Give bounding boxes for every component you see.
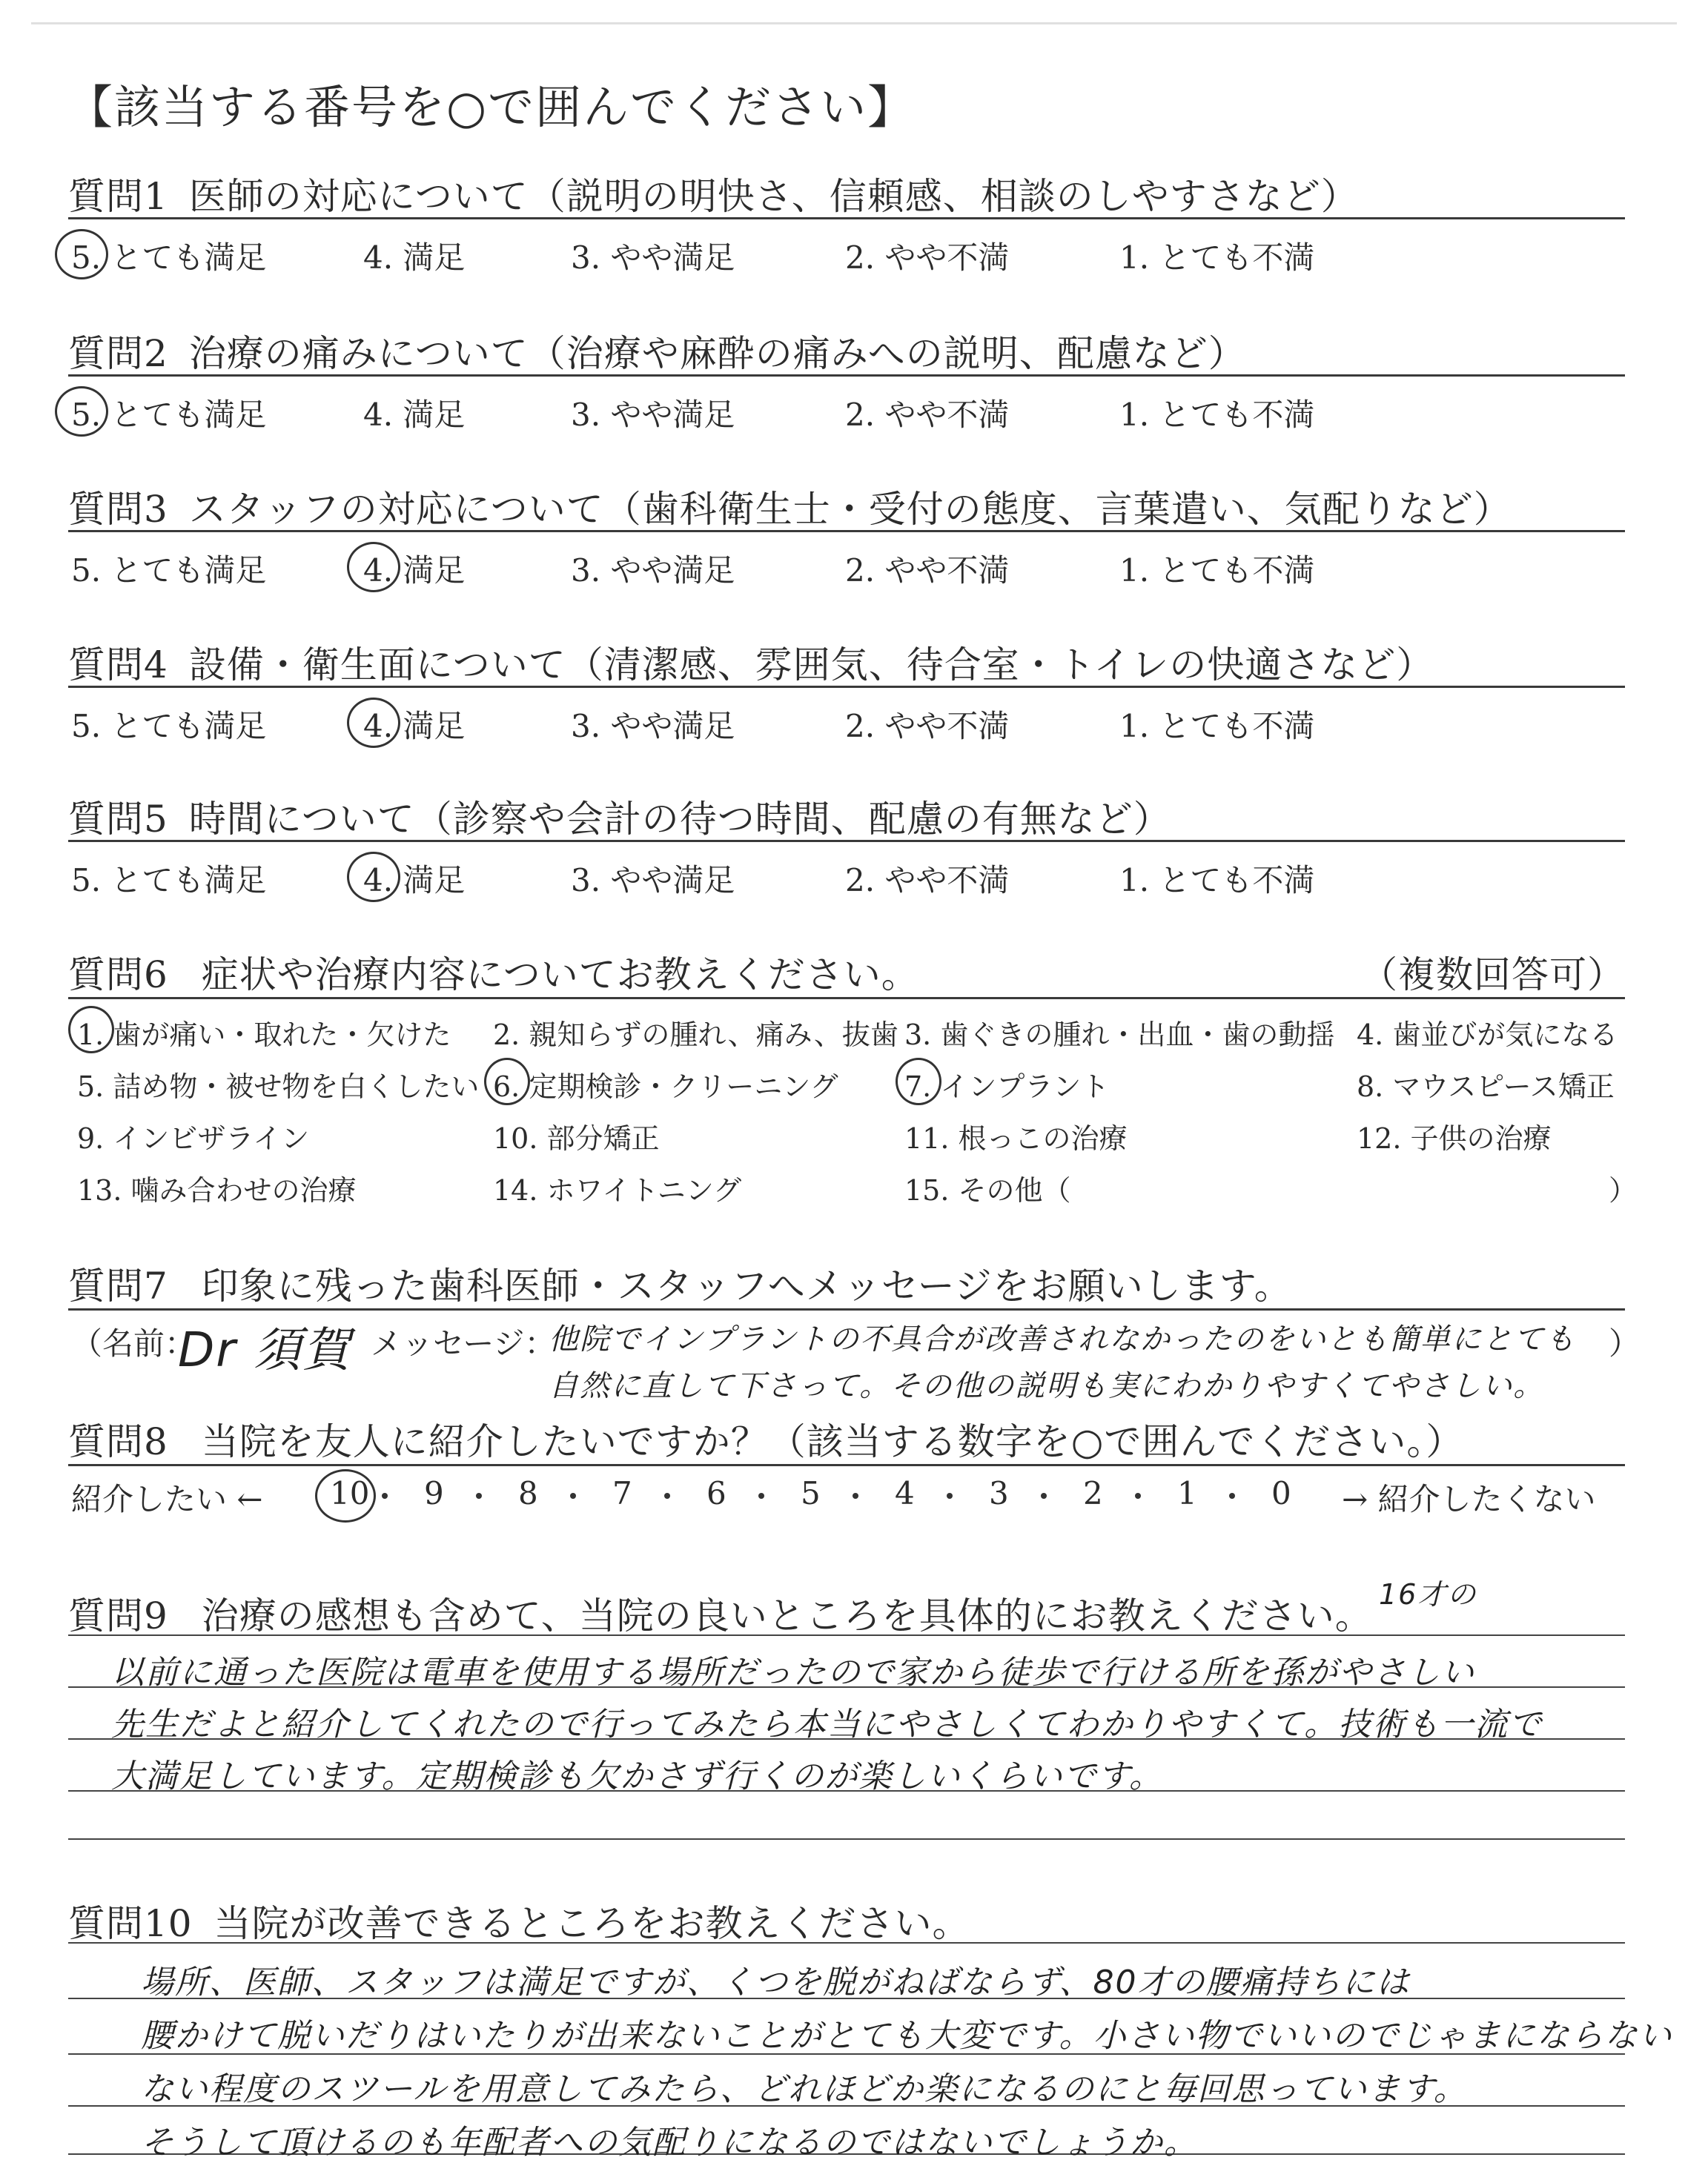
q10-answer-line: 腰かけて脱いだりはいたりが出来ないことがとても大変です。小さい物でいいのでじゃまにならない [141, 2017, 1673, 2055]
question-text: 医師の対応について（説明の明快さ、信頼感、相談のしやすさなど） [188, 175, 1359, 218]
question-label: 質問4 [68, 643, 168, 686]
q9-heading [68, 1586, 1373, 1640]
question-text: 時間について（診察や会計の待つ時間、配慮の有無など） [188, 798, 1171, 841]
q9-aside: 16才の [1379, 1578, 1477, 1611]
q6-option: ） [1609, 1174, 1638, 1207]
rating-option: 2. やや不満 [845, 397, 1010, 433]
q8-separator-dot [476, 1493, 482, 1499]
rating-option: 4. 満足 [363, 239, 466, 276]
question-label: 質問1 [68, 175, 168, 218]
q8-label: 質問8 [68, 1420, 168, 1463]
rating-option: 3. やや満足 [571, 862, 735, 898]
q9-answer-line: 以前に通った医院は電車を使用する場所だったので家から徒歩で行ける所を孫がやさしい [111, 1654, 1475, 1692]
selection-circle [315, 1469, 376, 1523]
question-text: 設備・衛生面について（清潔感、雰囲気、待合室・トイレの快適さなど） [188, 643, 1434, 686]
question-rule [68, 217, 1625, 219]
rating-option: 3. やや満足 [571, 397, 735, 433]
q10-writing-line [68, 1942, 1625, 1944]
q10-answer-line: ない程度のスツールを用意してみたら、どれほどか楽になるのにと毎回思っています。 [141, 2070, 1468, 2108]
q8-scale-number: 0 [1271, 1475, 1291, 1511]
rating-option: 1. とても不満 [1119, 708, 1315, 744]
q9-writing-line [68, 1838, 1625, 1840]
question-rule [68, 374, 1625, 377]
question-heading [68, 480, 1512, 533]
rating-option: 2. やや不満 [845, 552, 1010, 589]
q6-rule [68, 997, 1625, 999]
q8-separator-dot [758, 1493, 764, 1499]
rating-option: 4. 満足 [363, 397, 466, 433]
rating-option: 5. とても満足 [71, 708, 267, 744]
q7-rule [68, 1308, 1625, 1311]
q9-writing-line [68, 1634, 1625, 1636]
rating-option: 1. とても不満 [1119, 239, 1315, 276]
q8-scale-number: 4 [895, 1475, 915, 1511]
q7-text: 印象に残った歯科医師・スタッフへメッセージをお願いします。 [201, 1265, 1292, 1308]
rating-option: 4. 満足 [363, 708, 466, 744]
q8-separator-dot [1135, 1493, 1141, 1499]
q7-name-value: Dr 須賀 [178, 1323, 351, 1378]
rating-option: 3. やや満足 [571, 552, 735, 589]
q8-scale-number: 8 [518, 1475, 538, 1511]
selection-circle [55, 229, 108, 279]
q6-option: 10. 部分矯正 [493, 1122, 660, 1155]
q6-text: 症状や治療内容についてお教えください。 [201, 953, 919, 996]
selection-circle [896, 1058, 941, 1105]
rating-option: 2. やや不満 [845, 239, 1010, 276]
q6-option: 8. マウスピース矯正 [1357, 1070, 1615, 1103]
q8-heading [68, 1412, 1463, 1465]
q6-option: 11. 根っこの治療 [904, 1122, 1128, 1155]
q7-name-label: （名前： [71, 1325, 196, 1362]
q9-label: 質問9 [68, 1594, 168, 1637]
q8-text: 当院を友人に紹介したいですか？（該当する数字を○で囲んでください。） [201, 1420, 1464, 1463]
q6-option: 7. インプラント [904, 1070, 1110, 1103]
q6-option: 5. 詰め物・被せ物を白くしたい [77, 1070, 480, 1103]
q6-note: （複数回答可） [1360, 953, 1625, 996]
rating-option: 5. とても満足 [71, 552, 267, 589]
question-text: スタッフの対応について（歯科衛生士・受付の態度、言葉遣い、気配りなど） [188, 488, 1512, 531]
q7-label: 質問7 [68, 1265, 168, 1308]
question-text: 治療の痛みについて（治療や麻酔の痛みへの説明、配慮など） [188, 332, 1246, 375]
question-heading [68, 324, 1246, 377]
rating-option: 4. 満足 [363, 552, 466, 589]
q8-scale-number: 2 [1083, 1475, 1103, 1511]
question-rule [68, 840, 1625, 842]
q8-rule [68, 1464, 1625, 1466]
rating-option: 5. とても満足 [71, 397, 267, 433]
rating-option: 1. とても不満 [1119, 397, 1315, 433]
rating-option: 5. とても満足 [71, 862, 267, 898]
q8-scale-number: 9 [424, 1475, 444, 1511]
q8-scale-number: 5 [801, 1475, 821, 1511]
q10-text: 当院が改善できるところをお教えください。 [214, 1902, 970, 1945]
q6-option: 15. その他（ [904, 1174, 1071, 1207]
q8-left-label: 紹介したい ← [71, 1481, 263, 1517]
q8-scale-number: 3 [989, 1475, 1009, 1511]
q7-heading [68, 1256, 1292, 1310]
q8-right-label: → 紹介したくない [1342, 1481, 1596, 1517]
q9-answer-line: 大満足しています。定期検診も欠かさず行くのが楽しいくらいです。 [111, 1758, 1163, 1795]
q7-message-line1: 他院でインプラントの不具合が改善されなかったのをいとも簡単にとても [549, 1322, 1576, 1357]
question-heading [68, 167, 1359, 220]
question-label: 質問5 [68, 798, 168, 841]
rating-option: 5. とても満足 [71, 239, 267, 276]
q8-scale-number: 6 [706, 1475, 726, 1511]
q7-message-line2: 自然に直して下さって。その他の説明も実にわかりやすくてやさしい。 [549, 1369, 1545, 1403]
q7-close: ） [1609, 1325, 1641, 1362]
q6-option: 9. インビザライン [77, 1122, 310, 1155]
q10-label: 質問10 [68, 1902, 193, 1945]
scan-edge [31, 22, 1677, 24]
q6-option: 3. 歯ぐきの腫れ・出血・歯の動揺 [904, 1018, 1335, 1051]
q6-option: 6. 定期検診・クリーニング [493, 1070, 838, 1103]
q10-answer-line: そうして頂けるのも年配者への気配りになるのではないでしょうか。 [141, 2124, 1198, 2162]
question-heading [68, 789, 1171, 843]
q8-separator-dot [947, 1493, 953, 1499]
rating-option: 3. やや満足 [571, 708, 735, 744]
q8-scale-number: 1 [1177, 1475, 1197, 1511]
question-rule [68, 686, 1625, 688]
selection-circle [347, 852, 400, 902]
q6-option: 12. 子供の治療 [1357, 1122, 1552, 1155]
q6-option: 13. 噛み合わせの治療 [77, 1174, 357, 1207]
q8-scale-number: 10 [330, 1475, 370, 1511]
q9-answer-line: 先生だよと紹介してくれたので行ってみたら本当にやさしくてわかりやすくて。技術も一流で [111, 1706, 1543, 1743]
selection-circle [68, 1006, 114, 1053]
rating-option: 3. やや満足 [571, 239, 735, 276]
q8-separator-dot [664, 1493, 670, 1499]
selection-circle [347, 542, 400, 592]
q9-text: 治療の感想も含めて、当院の良いところを具体的にお教えください。 [201, 1594, 1373, 1637]
q8-separator-dot [1041, 1493, 1047, 1499]
q6-heading [68, 945, 919, 998]
page-title: 【該当する番号を○で囲んでください】 [67, 80, 916, 134]
question-label: 質問2 [68, 332, 168, 375]
selection-circle [484, 1058, 530, 1105]
q8-separator-dot [1229, 1493, 1235, 1499]
question-label: 質問3 [68, 488, 168, 531]
question-heading [68, 635, 1434, 689]
rating-option: 4. 満足 [363, 862, 466, 898]
question-rule [68, 530, 1625, 532]
q6-option: 14. ホワイトニング [493, 1174, 742, 1207]
q6-option: 4. 歯並びが気になる [1357, 1018, 1618, 1051]
q8-separator-dot [570, 1493, 576, 1499]
rating-option: 2. やや不満 [845, 708, 1010, 744]
q7-message-label: メッセージ： [371, 1325, 556, 1362]
selection-circle [347, 698, 400, 748]
q10-heading [68, 1894, 970, 1947]
q10-answer-line: 場所、医師、スタッフは満足ですが、くつを脱がねばならず、80才の腰痛持ちには [141, 1964, 1411, 2001]
q6-label: 質問6 [68, 953, 168, 996]
q8-scale-number: 7 [612, 1475, 632, 1511]
selection-circle [55, 386, 108, 437]
rating-option: 1. とても不満 [1119, 552, 1315, 589]
q6-option: 1. 歯が痛い・取れた・欠けた [77, 1018, 451, 1051]
q8-separator-dot [853, 1493, 858, 1499]
q8-separator-dot [382, 1493, 388, 1499]
rating-option: 2. やや不満 [845, 862, 1010, 898]
q6-option: 2. 親知らずの腫れ、痛み、抜歯 [493, 1018, 898, 1051]
rating-option: 1. とても不満 [1119, 862, 1315, 898]
